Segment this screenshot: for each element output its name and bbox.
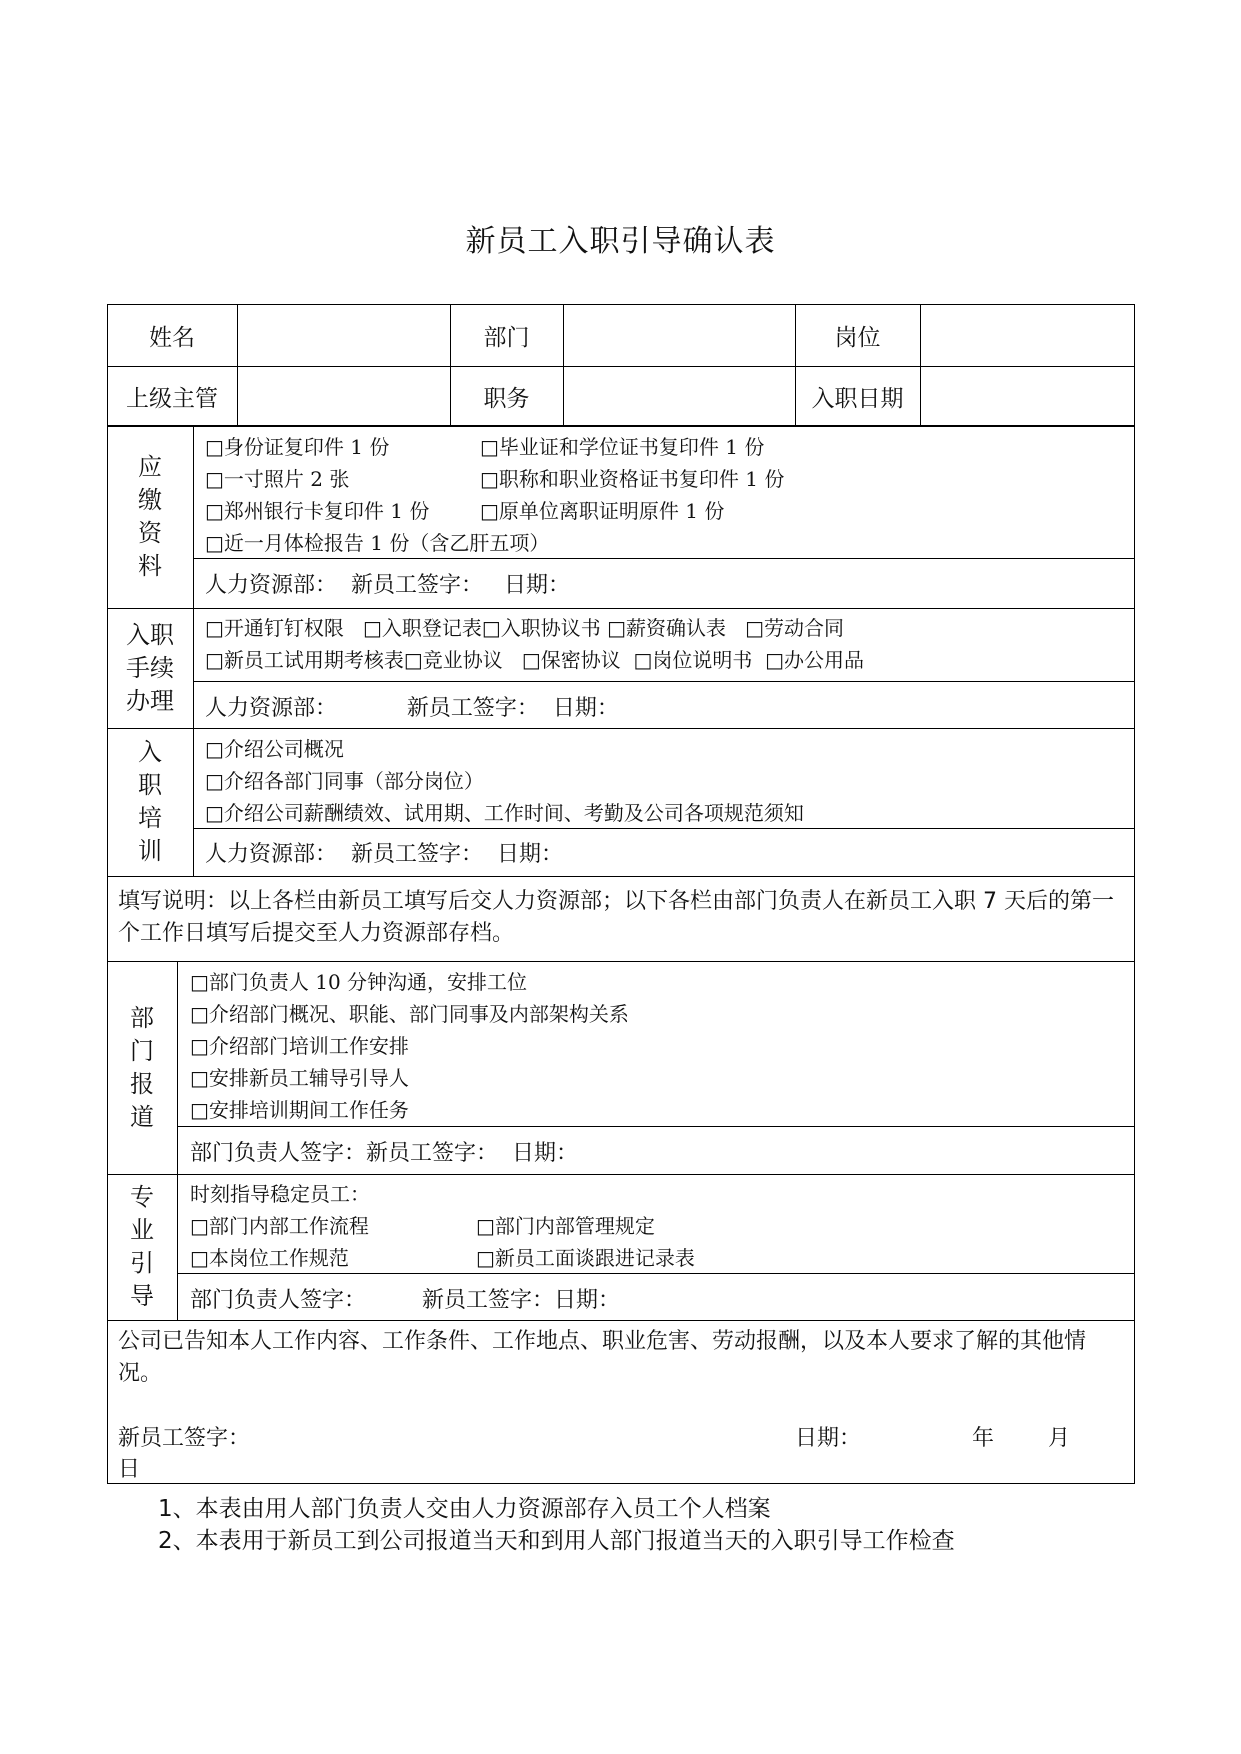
dept-report-label-char: 报 [130,1069,154,1098]
materials-item[interactable]: □郑州银行卡复印件 1 份 [205,499,430,523]
guidance-intro: 时刻指导稳定员工： [190,1182,370,1206]
declaration-text: 公司已告知本人工作内容、工作条件、工作地点、职业危害、劳动报酬，以及本人要求了解的其他情况。 [118,1329,1087,1386]
page-title: 新员工入职引导确认表 [465,224,776,259]
training-item[interactable]: □介绍公司薪酬绩效、试用期、工作时间、考勤及公司各项规范须知 [205,801,804,825]
note-item: 2、本表用于新员工到公司报道当天和到用人部门报道当天的入职引导工作检查 [158,1528,955,1554]
name-label: 姓名 [149,324,195,351]
training-signature: 人力资源部： 新员工签字： 日期： [205,842,563,867]
duty-field[interactable] [563,366,795,426]
materials-item[interactable]: □近一月体检报告 1 份（含乙肝五项） [205,531,550,555]
supervisor-field[interactable] [237,366,450,426]
guidance-item[interactable]: □本岗位工作规范 [190,1246,349,1270]
guidance-signature: 部门负责人签字： 新员工签字：日期： [190,1288,620,1313]
dept-report-item[interactable]: □介绍部门概况、职能、部门同事及内部架构关系 [190,1002,629,1026]
guidance-label-char: 导 [130,1282,154,1310]
supervisor-label: 上级主管 [126,385,218,412]
dept-report-label-char: 门 [130,1036,154,1065]
training-item[interactable]: □介绍各部门同事（部分岗位） [205,769,484,793]
training-item[interactable]: □介绍公司概况 [205,737,344,761]
procedures-label [107,608,193,728]
procedures-signature: 人力资源部： 新员工签字： 日期： [205,696,619,721]
position-label: 岗位 [834,324,881,351]
procedures-line[interactable]: □新员工试用期考核表□竞业协议 □保密协议 □岗位说明书 □办公用品 [205,648,864,672]
dept-report-signature: 部门负责人签字：新员工签字： 日期： [190,1141,578,1166]
guidance-item[interactable]: □新员工面谈跟进记录表 [476,1246,695,1270]
note-item: 1、本表由用人部门负责人交由人力资源部存入员工个人档案 [158,1496,771,1522]
procedures-line[interactable]: □开通钉钉权限 □入职登记表□入职协议书 □薪资确认表 □劳动合同 [205,616,844,640]
entry-date-label: 入职日期 [811,385,904,412]
materials-item[interactable]: □身份证复印件 1 份 [205,435,390,459]
materials-label-char: 料 [138,552,162,580]
training-label-char: 培 [138,804,162,832]
dept-field[interactable] [563,304,795,366]
guidance-item[interactable]: □部门内部管理规定 [476,1214,655,1238]
entry-date-field[interactable] [920,366,1135,426]
declaration-month: 月 [1048,1426,1071,1451]
position-field[interactable] [920,304,1135,366]
guidance-item[interactable]: □部门内部工作流程 [190,1214,369,1238]
dept-label: 部门 [483,324,530,351]
guidance-label-char: 引 [130,1249,154,1277]
guidance-label-char: 专 [130,1183,154,1211]
dept-report-label-char: 道 [130,1102,154,1131]
declaration-year: 年 [972,1426,995,1451]
materials-label [107,426,193,608]
declaration-day: 日 [118,1457,141,1482]
duty-label: 职务 [483,385,530,412]
dept-report-item[interactable]: □安排培训期间工作任务 [190,1098,409,1122]
materials-label-char: 资 [138,519,162,547]
declaration-date-label: 日期： [795,1426,862,1451]
procedures-label-line: 入职 [126,620,174,649]
materials-item[interactable]: □一寸照片 2 张 [205,467,350,491]
materials-label-char: 应 [138,453,162,481]
training-label [107,728,193,876]
materials-signature: 人力资源部： 新员工签字： 日期： [205,573,570,598]
procedures-label-line: 手续 [126,653,174,682]
training-label-char: 入 [138,738,162,766]
training-label-char: 训 [138,837,162,865]
dept-report-label-char: 部 [130,1003,154,1032]
training-label-char: 职 [138,771,162,799]
name-field[interactable] [237,304,450,366]
dept-report-item[interactable]: □介绍部门培训工作安排 [190,1034,409,1058]
guidance-label [107,1174,177,1320]
materials-item[interactable]: □原单位离职证明原件 1 份 [480,499,725,523]
materials-item[interactable]: □职称和职业资格证书复印件 1 份 [480,467,785,491]
materials-item[interactable]: □毕业证和学位证书复印件 1 份 [480,435,765,459]
instruction-text: 填写说明：以上各栏由新员工填写后交人力资源部；以下各栏由部门负责人在新员工入职 7 天后的第一个工作日填写后提交至人力资源部存档。 [118,889,1114,946]
procedures-label-line: 办理 [126,686,174,715]
guidance-label-char: 业 [130,1216,154,1244]
dept-report-label [107,961,177,1174]
dept-report-item[interactable]: □安排新员工辅导引导人 [190,1066,409,1090]
declaration-employee-sign: 新员工签字： [118,1426,251,1451]
dept-report-item[interactable]: □部门负责人 10 分钟沟通，安排工位 [190,970,528,994]
materials-label-char: 缴 [138,486,162,514]
